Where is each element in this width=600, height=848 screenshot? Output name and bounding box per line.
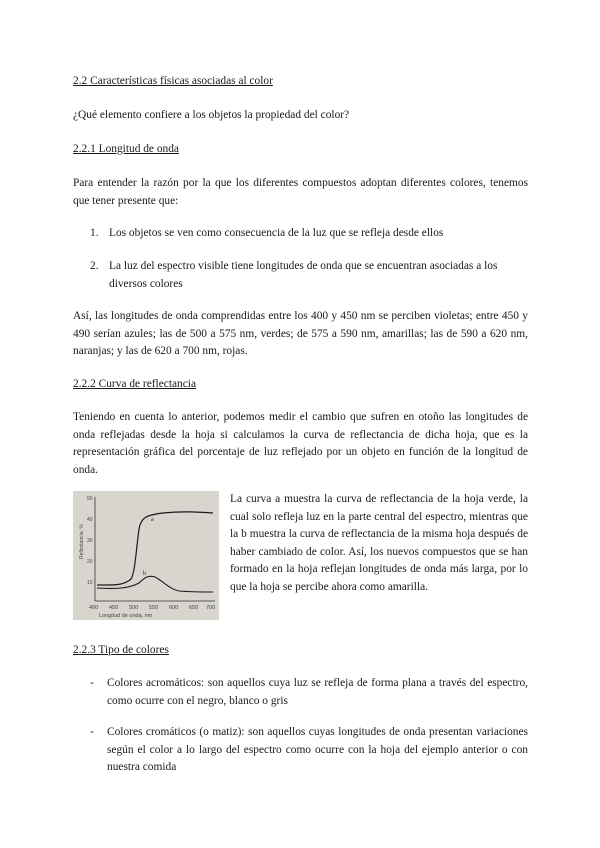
curve-a-label: a — [151, 517, 154, 523]
x-tick-label: 450 — [109, 605, 119, 611]
list-item-text: Colores cromáticos (o matiz): son aquellos cuyas longitudes de onda presentan variaciones según el color a lo largo del espectro como ocurre con la hoja del ejemplo anterior o con nuestra comida — [107, 726, 528, 773]
question-text: ¿Qué elemento confiere a los objetos la propiedad del color? — [73, 109, 350, 121]
list-item-text: Los objetos se ven como consecuencia de la luz que se refleja desde ellos — [109, 227, 444, 239]
ranges-paragraph: Así, las longitudes de onda comprendidas entre los 400 y 450 nm se perciben violetas; entre 450 y 490 serían azules; las de 500 a 575 nm, verdes; de 575 a 590 nm, amarillas; las de 590 a 620 nm, naranjas; y las de 620 a 700 nm, rojas. — [73, 310, 528, 357]
dash-marker: - — [90, 726, 94, 738]
reflectance-chart — [73, 491, 219, 620]
y-tick-label: 40 — [87, 517, 93, 523]
x-tick-label: 700 — [206, 605, 216, 611]
y-tick-label: 20 — [87, 559, 93, 565]
heading-2-2-3: 2.2.3 Tipo de colores — [73, 644, 169, 656]
x-tick-label: 500 — [129, 605, 139, 611]
y-tick-label: 30 — [87, 538, 93, 544]
reflectance-curve-figure — [73, 491, 219, 620]
reflectance-paragraph: Teniendo en cuenta lo anterior, podemos medir el cambio que sufren en otoño las longitudes de onda reflejadas desde la hoja si calculamos la curva de reflectancia de dicha hoja, que es la representación gráfica del porcentaje de luz reflejado por un objeto en función de la longitud de onda. — [73, 411, 528, 476]
x-tick-label: 550 — [149, 605, 159, 611]
numbered-list — [73, 258, 528, 293]
heading-2-2: 2.2 Características físicas asociadas al color — [73, 75, 273, 87]
heading-2-2-2: 2.2.2 Curva de reflectancia — [73, 378, 197, 390]
dash-list — [73, 675, 528, 710]
list-item-text: La luz del espectro visible tiene longitudes de onda que se encuentran asociadas a los diversos colores — [109, 260, 498, 290]
y-tick-label: 10 — [87, 580, 93, 586]
curve-b-label: b — [143, 571, 146, 577]
intro-paragraph: Para entender la razón por la que los diferentes compuestos adoptan diferentes colores, tenemos que tener presente que: — [73, 177, 528, 207]
dash-marker: - — [90, 677, 94, 689]
figure-caption-paragraph: La curva a muestra la curva de reflectancia de la hoja verde, la cual solo refleja luz en la parte central del espectro, mientras que la b muestra la curva de reflectancia de la misma hoja después de haber cambiado de color. Así, los nuevos compuestos que se han formado en la hoja reflejan longitudes de onda más larga, por lo que la hoja se percibe ahora como amarilla. — [230, 493, 528, 593]
list-number: 1. — [90, 227, 99, 239]
y-tick-label: 50 — [87, 496, 93, 502]
list-number: 2. — [90, 260, 99, 272]
list-item — [73, 724, 528, 777]
list-item-text: Colores acromáticos: son aquellos cuya luz se refleja de forma plana a través del espectro, como ocurre con el negro, blanco o gris — [107, 677, 528, 707]
x-tick-label: 650 — [189, 605, 199, 611]
dash-list — [73, 724, 528, 777]
x-tick-label: 400 — [89, 605, 99, 611]
x-tick-label: 600 — [169, 605, 179, 611]
list-item — [73, 258, 528, 293]
list-item — [73, 675, 528, 710]
y-axis-label: Reflectancia, % — [79, 524, 85, 559]
list-item — [73, 225, 528, 243]
x-axis-label: Longitud de onda, nm — [99, 613, 153, 619]
heading-2-2-1: 2.2.1 Longitud de onda — [73, 143, 179, 155]
numbered-list — [73, 225, 528, 243]
